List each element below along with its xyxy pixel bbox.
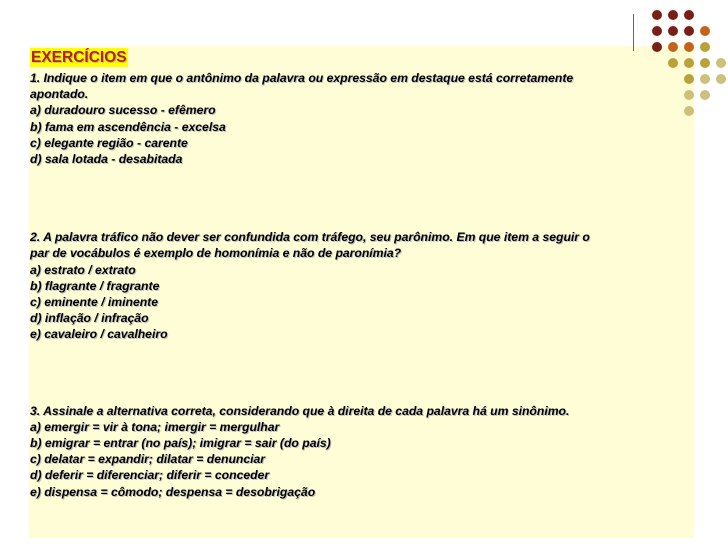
answer-option: e) cavaleiro / cavalheiro [30, 327, 168, 342]
question-2 [30, 229, 695, 342]
question-3 [30, 403, 695, 500]
decor-dot [700, 74, 710, 84]
decor-dot [684, 26, 694, 36]
decor-dot [668, 26, 678, 36]
decor-dot [684, 10, 694, 20]
decor-dot [700, 42, 710, 52]
answer-option: a) emergir = vir à tona; imergir = mergulhar [30, 419, 280, 434]
answer-option: a) estrato / extrato [30, 262, 136, 277]
decor-dot [716, 58, 726, 68]
decor-dot [652, 10, 662, 20]
answer-option: c) delatar = expandir; dilatar = denunciar [30, 452, 266, 467]
answer-option: c) eminente / iminente [30, 295, 158, 310]
exercise-content [30, 48, 695, 500]
decor-dot [716, 74, 726, 84]
question-1 [30, 70, 695, 167]
decor-dot [700, 26, 710, 36]
answer-option: b) flagrante / fragrante [30, 278, 160, 293]
question-text: 2. A palavra tráfico não dever ser confundida com tráfego, seu parônimo. Em que item a seguir o [30, 230, 590, 245]
decor-dot [652, 26, 662, 36]
answer-option: a) duradouro sucesso - efêmero [30, 103, 216, 118]
decor-dot [700, 90, 710, 100]
question-text: par de vocábulos é exemplo de homonímia e não de paronímia? [30, 246, 402, 261]
answer-option: b) emigrar = entrar (no país); imigrar = sair (do país) [30, 436, 331, 451]
question-text: apontado. [30, 87, 89, 102]
decor-dot [700, 58, 710, 68]
answer-option: b) fama em ascendência - excelsa [30, 119, 226, 134]
question-text: 3. Assinale a alternativa correta, considerando que à direita de cada palavra há um sinônimo. [30, 403, 570, 418]
answer-option: d) deferir = diferenciar; diferir = conceder [30, 468, 270, 483]
answer-option: d) sala lotada - desabitada [30, 152, 183, 167]
decorative-divider-line [633, 14, 634, 51]
answer-option: c) elegante região - carente [30, 135, 188, 150]
question-text: 1. Indique o item em que o antônimo da palavra ou expressão em destaque está corretamente [30, 71, 574, 85]
decor-dot [668, 10, 678, 20]
answer-option: d) inflação / infração [30, 311, 149, 326]
page-title: EXERCÍCIOS [31, 49, 127, 66]
answer-option: e) dispensa = cômodo; despensa = desobrigação [30, 484, 316, 499]
